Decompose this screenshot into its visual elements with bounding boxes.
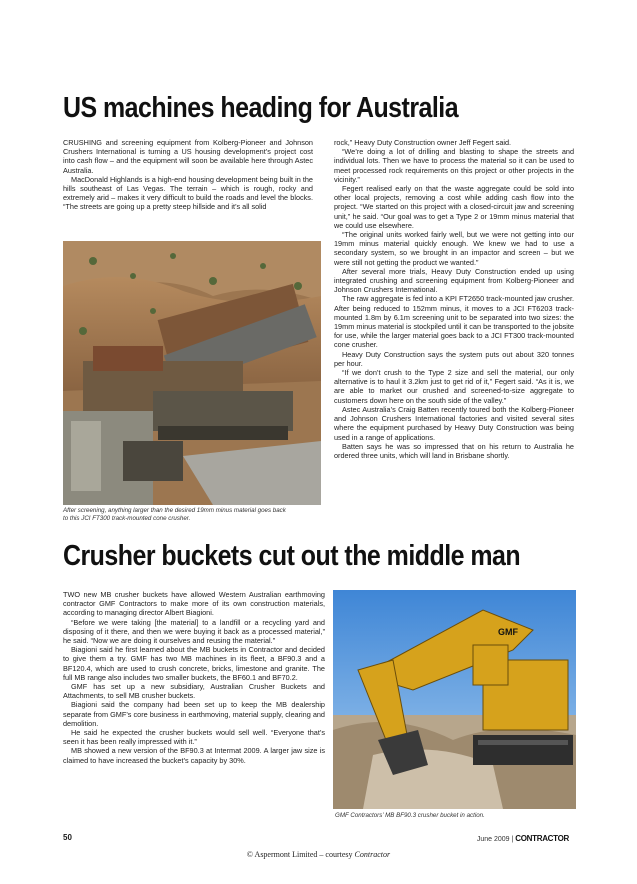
article1-paragraph: MacDonald Highlands is a high-end housing development being built in the hills southeast of Las Vegas. The terrain – which is rough, rocky and extremely arid – makes it very difficult to build the roads and level the blocks. “The streets are going up a pretty steep hillside and it’s all solid (63, 174, 313, 212)
article1-paragraph: Heavy Duty Construction says the system puts out about 320 tonnes per hour. (334, 349, 574, 368)
article2-paragraph: He said he expected the crusher buckets would sell well. “Everyone that’s seen it has been really impressed with it.” (63, 728, 325, 747)
article1-headline: US machines heading for Australia (63, 92, 459, 124)
caption-line: to this JCI FT300 track-mounted cone crusher. (63, 514, 191, 522)
article1-paragraph: After several more trials, Heavy Duty Construction ended up using integrated crushing and screening equipment from Kolberg-Pioneer and Johnson Crushers International. (334, 266, 574, 295)
magazine-logo: CONTRACTOR (515, 834, 569, 843)
article2-paragraph: TWO new MB crusher buckets have allowed Western Australian earthmoving contractor GMF Contractors to make more of its own construction materials, according to managing director Albert Biagioni. (63, 590, 325, 618)
article1-paragraph: “We’re doing a lot of drilling and blasting to shape the streets and individual lots. Then we have to process the material so it can be used to meet processed rock requirements on this project or other projects in the vicinity.” (334, 147, 574, 184)
article1-paragraph: rock,” Heavy Duty Construction owner Jeff Fegert said. (334, 138, 512, 147)
article2-paragraph: MB showed a new version of the BF90.3 at Intermat 2009. A larger jaw size is claimed to have increased the bucket’s capacity by 30%. (63, 746, 325, 765)
article1-caption (63, 507, 321, 522)
crusher-photo (63, 241, 321, 505)
article2-paragraph: Biagioni said the company had been set up to keep the MB dealership separate from GMF’s core business in earthmoving, material supply, clearing and demolition. (63, 700, 325, 728)
article1-paragraph: CRUSHING and screening equipment from Kolberg-Pioneer and Johnson Crushers International is turning a US housing development’s project cost into cash flow – and the equipment will soon be available here through Astec Australia. (63, 138, 313, 175)
excavator-photo (333, 590, 576, 809)
crusher-photo-illustration (63, 241, 321, 505)
issue-date: June 2009 | (476, 836, 514, 843)
credit-source: Contractor (354, 850, 391, 859)
article1-paragraph: Fegert realised early on that the waste aggregate could be sold into other local projects, removing a cost while adding cash flow into the project. “We started on this project with a closed-circuit jaw and screening unit,” he said. “Our goal was to get a Type 2 or 19mm minus material that we could use elsewhere. (334, 184, 574, 230)
article1-paragraph: “If we don’t crush to the Type 2 size and sell the material, our only alternative is to haul it 3.2km just to get rid of it,” Fegert said. “As it is, we are able to market our crushed and screened-to-size aggregate to customers down here on the south side of the valley.” (334, 368, 574, 405)
excavator-brand-text: GMF (498, 627, 518, 637)
article2-paragraph: “Before we were taking [the material] to a landfill or a recycling yard and disposing of it there, and then we were buying it back as a processed material,” he said. “Now we are doing it ourselves and reusing the material.” (63, 617, 325, 646)
article2-headline: Crusher buckets cut out the middle man (63, 540, 521, 572)
article1-paragraph: “The original units worked fairly well, but we were not getting into our 19mm minus material quickly enough. We knew we had to use a secondary system, so we brought in an impactor and screen – but we were still not getting the product we wanted.” (334, 230, 574, 267)
article1-paragraph: The raw aggregate is fed into a KPI FT2650 track-mounted jaw crusher. After being reduced to 152mm minus, it moves to a JCI FT6203 track-mounted 1.8m by 6.1m screening unit to be separated into two sizes: the 19mm minus material is stockpiled until it can be transported to the jobsite for use, while the larger material goes back to a JCI FT300 track-mounted cone crusher. (334, 294, 574, 350)
article2-paragraph: Biagioni said he first learned about the MB buckets in Contractor and decided to give them a try. GMF has two MB machines in its fleet, a BF90.3 and a BF120.4, which are used to crush concrete, bricks, limestone and granite. The full MB range also includes two smaller buckets, the BF60.1 and BF70.2. (63, 645, 325, 682)
page-number: 50 (63, 833, 72, 842)
article2-caption: GMF Contractors’ MB BF90.3 crusher bucket in action. (335, 812, 485, 819)
article1-paragraph: Astec Australia’s Craig Batten recently toured both the Kolberg-Pioneer and Johnson Crushers International factories and visited several sites where the equipment purchased by Heavy Duty Construction was being used in a range of applications. (334, 404, 574, 442)
article1-column-2 (334, 138, 574, 460)
footer-issue (477, 834, 569, 843)
caption-line: After screening, anything larger than the desired 19mm minus material goes back (63, 507, 286, 514)
excavator-photo-illustration (333, 590, 576, 809)
article2-paragraph: GMF has set up a new subsidiary, Australian Crusher Buckets and Attachments, to sell MB crusher buckets. (63, 682, 325, 701)
article1-column-1 (63, 138, 313, 212)
article2-column (63, 590, 325, 765)
copyright-credit (0, 850, 637, 859)
credit-text: © Aspermont Limited – courtesy (246, 850, 353, 859)
article1-paragraph: Batten says he was so impressed that on his return to Australia he ordered three units, which will land in Brisbane shortly. (334, 441, 574, 460)
